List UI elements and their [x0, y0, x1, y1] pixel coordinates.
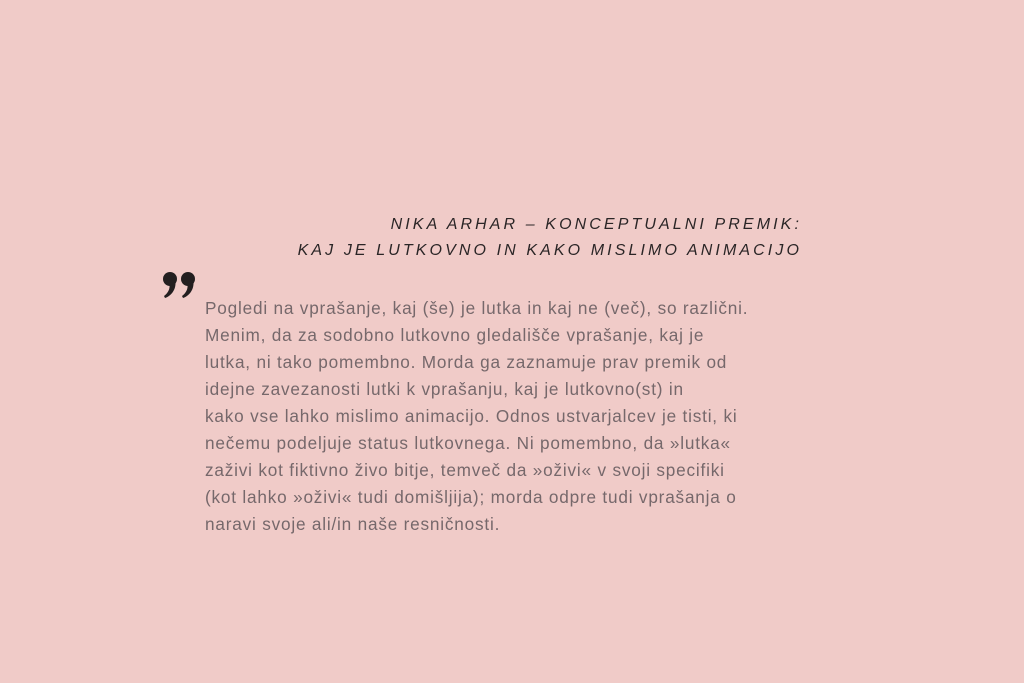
heading-line-2: KAJ JE LUTKOVNO IN KAKO MISLIMO ANIMACIJO: [297, 242, 802, 259]
quote-line: Pogledi na vprašanje, kaj (še) je lutka in kaj ne (več), so različni.: [205, 298, 749, 318]
quote-heading: [298, 212, 802, 264]
quote-line: naravi svoje ali/in naše resničnosti.: [205, 514, 501, 534]
quote-line: (kot lahko »oživi« tudi domišljija); morda odpre tudi vprašanja o: [205, 487, 737, 507]
quote-line: idejne zavezanosti lutki k vprašanju, kaj je lutkovno(st) in: [205, 379, 684, 399]
heading-line-1: NIKA ARHAR – KONCEPTUALNI PREMIK:: [390, 216, 802, 233]
quotation-mark-icon: [162, 270, 198, 300]
quote-line: kako vse lahko mislimo animacijo. Odnos ustvarjalcev je tisti, ki: [205, 406, 738, 426]
quote-line: nečemu podeljuje status lutkovnega. Ni pomembno, da »lutka«: [205, 433, 731, 453]
quote-body: [205, 295, 825, 538]
quote-line: zaživi kot fiktivno živo bitje, temveč da »oživi« v svoji specifiki: [205, 460, 725, 480]
quote-card: [160, 212, 820, 552]
quote-line: Menim, da za sodobno lutkovno gledališče vprašanje, kaj je: [205, 325, 705, 345]
quote-line: lutka, ni tako pomembno. Morda ga zaznamuje prav premik od: [205, 352, 728, 372]
